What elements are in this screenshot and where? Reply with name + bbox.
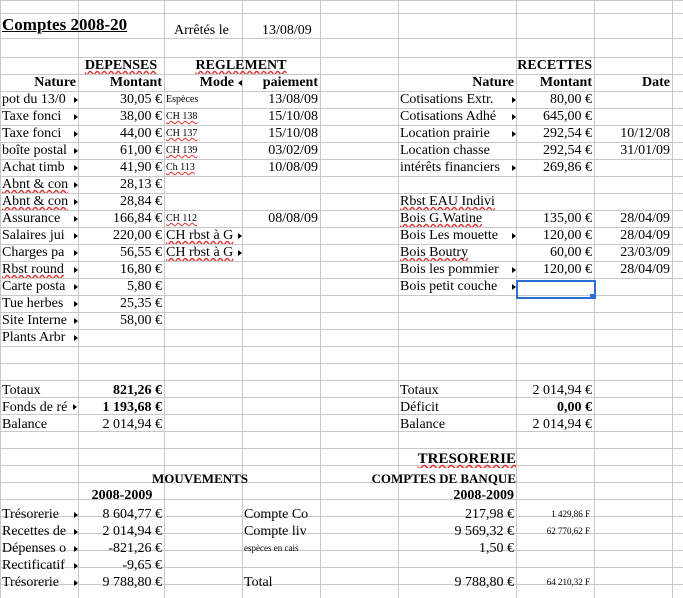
rec-col-date: Date [642,75,670,90]
overflow-indicator [74,199,78,205]
rec-montant-cell[interactable]: 120,00 € [543,228,592,243]
dep-nature-cell[interactable]: Abnt & con [2,194,69,209]
dep-mode-cell[interactable] [166,295,240,312]
rec-montant-cell[interactable]: 292,54 € [543,126,592,141]
rec-nature-cell[interactable]: Cotisations Extr. [400,92,494,107]
dep-nature-cell[interactable]: Assurance [2,211,61,226]
dep-mode-cell[interactable] [166,329,240,346]
rec-montant-cell[interactable] [516,193,592,210]
rec-nature-cell[interactable]: Location chasse [400,143,490,158]
balance-right-label: Balance [400,417,446,432]
overflow-indicator [74,318,78,324]
rec-montant-cell[interactable]: 292,54 € [543,143,592,158]
rec-date-cell[interactable]: 10/12/08 [620,126,670,141]
comptes-banque-label: COMPTES DE BANQUE [371,471,516,486]
balance-right-value[interactable]: 2 014,94 € [532,417,592,432]
dep-date-cell[interactable]: 13/08/09 [268,92,318,107]
rec-date-cell[interactable] [594,176,670,193]
dep-mode-cell[interactable] [166,193,240,210]
selected-cell[interactable] [516,280,596,299]
compte-francs-cell[interactable]: 1 429,86 F [551,509,590,519]
mouv-value-cell[interactable]: 9 788,80 € [102,575,162,590]
totaux-left-label: Totaux [2,383,41,398]
dep-mode-cell[interactable] [166,278,240,295]
compte-label-cell[interactable] [244,557,318,574]
overflow-indicator [74,546,78,552]
rec-col-nature: Nature [472,75,514,90]
rec-col-montant: Montant [539,75,592,90]
dep-date-cell[interactable] [242,227,318,244]
rec-nature-cell[interactable]: Bois Les mouette [400,228,498,243]
dep-nature-cell[interactable]: Taxe fonci [2,109,62,124]
balance-left-value[interactable]: 2 014,94 € [102,417,162,432]
dep-date-cell[interactable]: 03/02/09 [268,143,318,158]
dep-montant-cell[interactable]: 30,05 € [120,92,162,107]
rec-date-cell[interactable]: 28/04/09 [620,262,670,277]
dep-mode-cell[interactable]: CH rbst à G [166,245,234,260]
deficit-label: Déficit [400,400,439,415]
overflow-indicator [74,114,78,120]
balance-left-label: Balance [2,417,48,432]
mouv-value-cell[interactable]: -821,26 € [108,541,162,556]
fonds-label: Fonds de ré [2,400,68,415]
dep-nature-cell[interactable]: boîte postal [2,143,67,158]
dep-nature-cell[interactable]: Achat timb [2,160,65,175]
rec-date-cell[interactable] [594,91,670,108]
dep-nature-cell[interactable]: Taxe fonci [2,126,62,141]
dep-col-montant: Montant [109,75,162,90]
dep-mode-cell[interactable]: CH 139 [166,145,198,156]
overflow-indicator [74,148,78,154]
totaux-right-label: Totaux [400,383,439,398]
arretes-label: Arrêtés le [174,23,229,38]
dep-nature-cell[interactable]: Charges pa [2,245,65,260]
compte-francs-cell[interactable]: 62 770,62 F [546,526,590,536]
overflow-indicator [74,182,78,188]
mouv-label-cell[interactable]: Trésorerie [2,507,60,522]
dep-montant-cell[interactable] [80,329,162,346]
dep-nature-cell[interactable]: Tue herbes [2,296,64,311]
dep-montant-cell[interactable]: 16,80 € [120,262,162,277]
rec-date-cell[interactable]: 23/03/09 [620,245,670,260]
rec-nature-cell[interactable]: Bois petit couche [400,279,498,294]
overflow-indicator [74,250,78,256]
overflow-indicator [74,284,78,290]
compte-montant-cell[interactable]: 217,98 € [465,507,514,522]
rec-montant-cell[interactable] [516,176,592,193]
dep-montant-cell[interactable]: 38,00 € [120,109,162,124]
rec-nature-cell[interactable] [400,176,512,193]
dep-montant-cell[interactable]: 28,13 € [120,177,162,192]
dep-montant-cell[interactable]: 56,55 € [120,245,162,260]
totaux-right-value[interactable]: 2 014,94 € [532,383,592,398]
dep-nature-cell[interactable]: Abnt & con [2,177,69,192]
mouvements-title: MOUVEMENTS [151,471,249,486]
overflow-indicator [74,301,78,307]
rec-date-cell[interactable] [594,108,670,125]
rec-date-cell[interactable]: 28/04/09 [620,228,670,243]
mouv-label-cell[interactable]: Trésorerie [2,575,60,590]
recettes-header: RECETTES [517,58,592,73]
rec-date-cell[interactable]: 31/01/09 [620,143,670,158]
tresorerie-title: TRESORERIE [417,451,516,467]
dep-date-cell[interactable]: 15/10/08 [268,126,318,141]
dep-nature-cell[interactable]: Carte posta [2,279,66,294]
mouv-label-cell[interactable]: Recettes de [2,524,67,539]
mouvements-year: 2008-2009 [91,488,153,503]
dep-montant-cell[interactable]: 28,84 € [120,194,162,209]
dep-mode-cell[interactable] [166,261,240,278]
dep-montant-cell[interactable]: 41,90 € [120,160,162,175]
dep-nature-cell[interactable]: Site Interne [2,313,67,328]
dep-date-cell[interactable] [242,261,318,278]
dep-date-cell[interactable] [242,329,318,346]
rec-montant-cell[interactable]: 120,00 € [543,262,592,277]
compte-montant-cell[interactable] [400,557,514,574]
fonds-value[interactable]: 1 193,68 € [102,400,162,415]
dep-date-cell[interactable] [242,312,318,329]
dep-date-cell[interactable] [242,193,318,210]
rec-nature-cell[interactable]: Location prairie [400,126,490,141]
arretes-date[interactable]: 13/08/09 [262,23,312,38]
depenses-header: DEPENSES [84,58,158,73]
overflow-indicator [74,97,78,103]
rec-date-cell[interactable] [594,193,670,210]
rec-nature-cell[interactable]: intérêts financiers [400,160,500,175]
dep-date-cell[interactable] [242,295,318,312]
rec-montant-cell[interactable]: 645,00 € [543,109,592,124]
reg-col-mode: Mode [199,75,234,90]
dep-date-cell[interactable] [242,176,318,193]
mouv-value-cell[interactable]: 2 014,94 € [102,524,162,539]
rec-montant-cell[interactable]: 135,00 € [543,211,592,226]
dep-montant-cell[interactable]: 58,00 € [120,313,162,328]
overflow-indicator [74,165,78,171]
dep-date-cell[interactable]: 08/08/09 [268,211,318,226]
rec-nature-cell[interactable]: Bois G.Watine [400,211,483,226]
dep-nature-cell[interactable]: Salaires jui [2,228,65,243]
dep-mode-cell[interactable]: CH 112 [166,213,198,224]
rec-montant-cell[interactable]: 80,00 € [550,92,592,107]
dep-mode-cell[interactable] [166,176,240,193]
overflow-indicator [74,267,78,273]
dep-nature-cell[interactable]: pot du 13/0 [2,92,66,107]
dep-montant-cell[interactable]: 25,35 € [120,296,162,311]
dep-mode-cell[interactable]: CH rbst à G [166,228,234,243]
dep-montant-cell[interactable]: 166,84 € [113,211,162,226]
compte-label-cell[interactable]: Total [244,575,273,590]
mouv-value-cell[interactable]: 8 604,77 € [102,507,162,522]
dep-montant-cell[interactable]: 5,80 € [127,279,162,294]
rec-nature-cell[interactable]: Bois Boutry [400,245,469,260]
overflow-indicator [74,216,78,222]
compte-montant-cell[interactable]: 9 569,32 € [454,524,514,539]
compte-label-cell[interactable]: Compte liv [244,524,307,539]
compte-francs-cell[interactable] [516,557,590,574]
rec-nature-cell[interactable]: Bois les pommier [400,262,499,277]
totaux-left-value[interactable]: 821,26 € [113,383,162,398]
deficit-value[interactable]: 0,00 € [557,400,592,415]
dep-date-cell[interactable]: 10/08/09 [268,160,318,175]
compte-label-cell[interactable]: espèces en cais [244,543,299,553]
overflow-indicator [74,580,78,586]
dep-montant-cell[interactable]: 44,00 € [120,126,162,141]
mouv-value-cell[interactable]: -9,65 € [122,558,162,573]
dep-date-cell[interactable]: 15/10/08 [268,109,318,124]
dep-montant-cell[interactable]: 61,00 € [120,143,162,158]
dep-mode-cell[interactable] [166,312,240,329]
dep-date-cell[interactable] [242,278,318,295]
overflow-indicator [74,131,78,137]
overflow-indicator [74,233,78,239]
overflow-indicator [74,512,78,518]
fill-handle[interactable] [590,294,595,299]
reglement-header: REGLEMENT [195,58,287,73]
mouv-label-cell[interactable]: Rectificatif [2,558,65,573]
overflow-indicator [74,563,78,569]
rec-montant-cell[interactable]: 60,00 € [550,245,592,260]
page-title: Comptes 2008-20 [2,15,128,34]
compte-francs-cell[interactable]: 64 210,32 F [546,577,590,587]
dep-mode-cell[interactable]: CH 138 [166,111,198,122]
compte-montant-cell[interactable]: 1,50 € [479,541,514,556]
reg-col-paiement: paiement [262,75,318,90]
rec-montant-cell[interactable]: 269,86 € [543,160,592,175]
dep-mode-cell[interactable]: Espèces [166,94,199,105]
dep-nature-cell[interactable]: Plants Arbr [2,330,66,345]
dep-col-nature: Nature [34,75,76,90]
dep-mode-cell[interactable]: Ch 113 [166,162,195,173]
rec-date-cell[interactable] [594,278,670,295]
tresorerie-year: 2008-2009 [453,488,514,503]
mouv-label-cell[interactable]: Dépenses o [2,541,67,556]
rec-nature-cell[interactable]: Cotisations Adhé [400,109,497,124]
rec-date-cell[interactable]: 28/04/09 [620,211,670,226]
overflow-indicator [74,529,78,535]
compte-label-cell[interactable]: Compte Co [244,507,309,522]
dep-montant-cell[interactable]: 220,00 € [113,228,162,243]
compte-francs-cell[interactable] [516,540,590,557]
compte-montant-cell[interactable]: 9 788,80 € [454,575,514,590]
dep-mode-cell[interactable]: CH 137 [166,128,198,139]
dep-nature-cell[interactable]: Rbst round [2,262,64,277]
overflow-indicator [74,335,78,341]
dep-date-cell[interactable] [242,244,318,261]
rec-nature-cell[interactable]: Rbst EAU Indivi [400,194,495,209]
rec-date-cell[interactable] [594,159,670,176]
